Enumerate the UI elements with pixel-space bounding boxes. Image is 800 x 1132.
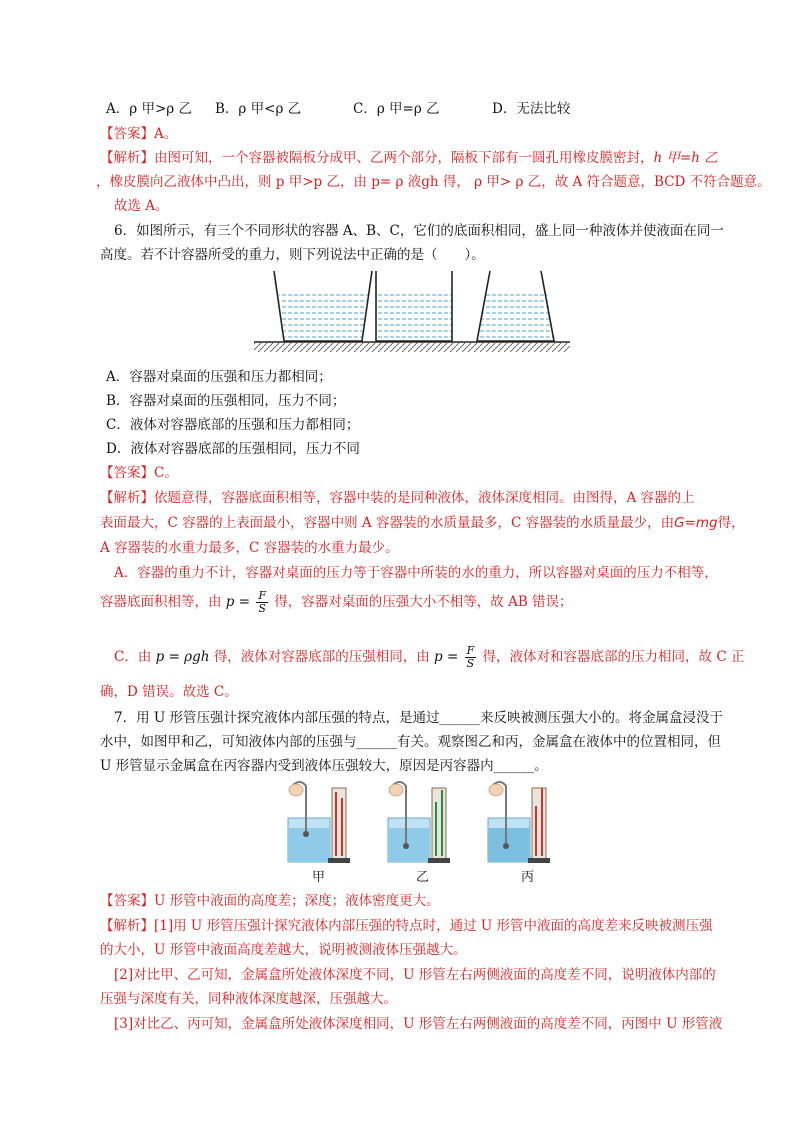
q7-answer: 【答案】U 形管中液面的高度差；深度；液体密度更大。 [100,893,440,909]
fraction-f-over-s: $\frac{F}{S}$ [258,589,266,615]
option-d: D．无法比较 [492,101,571,117]
q6-option-b: B．容器对桌面的压强相同，压力不同； [106,393,346,409]
three-containers-figure [252,268,572,354]
q7-stem-line-3: U 形管显示金属盒在丙容器内受到液体压强较大，原因是丙容器内______。 [100,758,548,774]
option-b: B．ρ 甲<ρ 乙 [215,101,302,117]
q5-analysis-line-1: 【解析】由图可知，一个容器被隔板分成甲、乙两个部分，隔板下部有一圆孔用橡皮膜密封，h 甲=h 乙 [100,150,718,166]
caption-bing: 丙 [521,870,535,885]
q6-analysis-line-3: A 容器装的水重力最多，C 容器装的水重力最少。 [100,540,399,556]
q7-stem-line-2: 水中，如图甲和乙，可知液体内部的压强与______有关。观察图乙和丙，金属盒在液体中的位置相同，但 [100,734,721,750]
q6-answer: 【答案】C。 [100,465,178,481]
option-c: C．ρ 甲=ρ 乙 [353,101,440,117]
q6-stem-line-2: 高度。若不计容器所受的重力，则下列说法中正确的是（ ）。 [100,247,485,263]
q7-analysis-line-3: [2]对比甲、乙可知，金属盒所处液体深度不同，U 形管左右两侧液面的高度差不同，说明液体内部的 [114,967,716,983]
caption-yi: 乙 [416,870,430,885]
q6-analysis-line-5: 容器底面积相等，由 p = $\frac{F}{S}$ 得，容器对桌面的压强大小不相等，故 AB 错误； [100,589,573,615]
q7-analysis-line-2: 的大小，U 形管中液面高度差越大，说明被测液体压强越大。 [100,942,467,958]
q5-analysis-line-2: ，橡皮膜向乙液体中凸出，则 p 甲>p 乙，由 p= ρ 液gh 得， ρ 甲> ρ 乙，故 A 符合题意，BCD 不符合题意。 [96,174,771,190]
q5-answer: 【答案】A。 [100,126,178,142]
q7-stem-line-1: 7．用 U 形管压强计探究液体内部压强的特点，是通过______来反映被测压强大小的。将金属盒浸没于 [114,710,724,726]
q6-analysis-line-2: 表面最大，C 容器的上表面最小，容器中则 A 容器装的水质量最多，C 容器装的水质量最少，由G=mg得， [100,515,745,531]
q6-stem-line-1: 6．如图所示，有三个不同形状的容器 A、B、C，它们的底面积相同，盛上同一种液体并使液面在同一 [114,223,724,239]
q6-option-a: A．容器对桌面的压强和压力都相同； [106,369,332,385]
u-tube-manometer-figure [268,778,568,864]
caption-jia: 甲 [312,870,326,885]
q7-analysis-line-4: 压强与深度有关，同种液体深度越深，压强越大。 [100,991,397,1007]
q6-analysis-line-6: C．由 p = ρgh 得，液体对容器底部的压强相同，由 p = $\frac{F}{S}$ 得，液体对和容器底部的压力相同，故 C 正 [114,644,745,670]
q7-analysis-line-5: [3]对比乙、丙可知，金属盒所处液体深度相同，U 形管左右两侧液面的高度差不同，丙图中 U 形管液 [114,1016,723,1032]
q6-analysis-line-1: 【解析】依题意得，容器底面积相等，容器中装的是同种液体，液体深度相同。由图得，A 容器的上 [100,490,695,506]
q7-analysis-line-1: 【解析】[1]用 U 形管压强计探究液体内部压强的特点时，通过 U 形管中液面的高度差来反映被测压强 [100,918,713,934]
q6-option-c: C．液体对容器底部的压强和压力都相同； [106,417,360,433]
q6-option-d: D．液体对容器底部的压强相同，压力不同 [106,441,360,457]
option-a: A．ρ 甲>ρ 乙 [106,101,193,117]
q6-analysis-line-7: 确，D 错误。故选 C。 [100,684,238,700]
q6-analysis-line-4: A．容器的重力不计，容器对桌面的压力等于容器中所装的水的重力，所以容器对桌面的压力不相等， [114,565,718,581]
fraction-f-over-s-2: $\frac{F}{S}$ [466,644,475,670]
q5-analysis-line-3: 故选 A。 [114,198,169,214]
